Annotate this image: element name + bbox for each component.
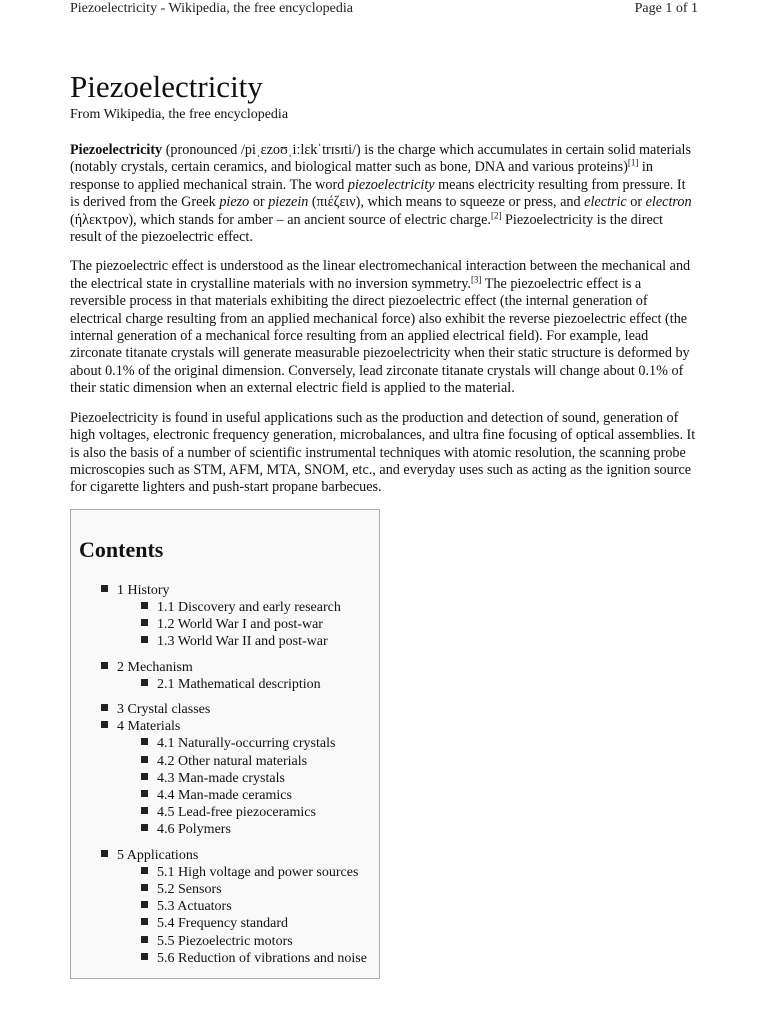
bullet-icon	[141, 756, 148, 763]
toc-sublink[interactable]: 4.5 Lead-free piezoceramics	[157, 805, 316, 821]
toc-item	[79, 582, 371, 651]
toc-sublink[interactable]: 4.1 Naturally-occurring crystals	[157, 736, 336, 752]
toc-subitem	[141, 633, 371, 650]
bullet-icon	[141, 824, 148, 831]
bullet-icon	[141, 884, 148, 891]
intro-paragraph-3: Piezoelectricity is found in useful applications such as the production and detection of sound, generation of high voltages, electronic frequency generation, microbalances, and ultra fine focusing of optical assemblies. It is also the basis of a number of scientific instrumental techniques with atomic resolution, the scanning probe microscopies such as STM, AFM, MTA, SNOM, etc., and everyday uses such as acting as the ignition source for cigarette lighters and push-start propane barbecues.	[70, 409, 696, 496]
toc-subitem	[141, 787, 371, 804]
toc-sublink[interactable]: 1.2 World War I and post-war	[157, 617, 323, 633]
toc-sublink[interactable]: 2.1 Mathematical description	[157, 676, 321, 692]
bullet-icon	[101, 662, 108, 669]
toc-sublist	[101, 864, 371, 967]
toc-subitem	[141, 864, 371, 881]
bullet-icon	[141, 790, 148, 797]
toc-sublink[interactable]: 5.4 Frequency standard	[157, 916, 289, 932]
toc-sublink[interactable]: 4.3 Man-made crystals	[157, 770, 285, 786]
toc-subitem	[141, 753, 371, 770]
term-bold: Piezoelectricity	[70, 142, 163, 158]
article-body	[70, 68, 698, 979]
toc-sublink[interactable]: 5.1 High voltage and power sources	[157, 864, 359, 880]
bullet-icon	[141, 953, 148, 960]
toc-link[interactable]: 1 History	[117, 582, 170, 598]
toc-subitem	[141, 950, 371, 967]
bullet-icon	[141, 901, 148, 908]
toc-sublink[interactable]: 4.6 Polymers	[157, 822, 231, 838]
toc-link[interactable]: 4 Materials	[117, 719, 181, 735]
toc-subitem	[141, 616, 371, 633]
toc-sublink[interactable]: 4.4 Man-made ceramics	[157, 787, 292, 803]
toc-list	[79, 582, 371, 967]
toc-sublink[interactable]: 1.1 Discovery and early research	[157, 599, 341, 615]
toc-subitem	[141, 804, 371, 821]
intro-paragraph-1: Piezoelectricity (pronounced /piˌɛzoʊˌiːlɛkˈtrɪsɪti/) is the charge which accumulates in certain solid materials (notably crystals, certain ceramics, and biological matter such as bone, DNA and various proteins)[1] in response to applied mechanical strain. The word piezoelectricity means electricity resulting from pressure. It is derived from the Greek piezo or piezein (πιέζειν), which means to squeeze or press, and electric or electron (ήλεκτρον), which stands for amber – an ancient source of electric charge.[2] Piezoelectricity is the direct result of the piezoelectric effect.	[70, 142, 692, 246]
toc-subitem	[141, 821, 371, 838]
toc-subitem	[141, 770, 371, 787]
intro-paragraph-2: The piezoelectric effect is understood as the linear electromechanical interaction between the mechanical and the electrical state in crystalline materials with no inversion symmetry.[3] The piezoelectric effect is a reversible process in that materials exhibiting the direct piezoelectric effect (the internal generation of electrical charge resulting from an applied mechanical force) also exhibit the reverse piezoelectric effect (the internal generation of a mechanical force resulting from an applied electrical field). For example, lead zirconate titanate crystals will generate measurable piezoelectricity when their static structure is deformed by about 0.1% of the original dimension. Conversely, lead zirconate titanate crystals will change about 0.1% of their static dimension when an external electric field is applied to the material.	[70, 258, 691, 397]
toc-subitem	[141, 676, 371, 693]
toc-sublist	[101, 676, 371, 693]
toc-item	[79, 701, 371, 718]
citation-1[interactable]: [1]	[627, 157, 639, 168]
toc-subitem	[141, 735, 371, 752]
toc-sublist	[101, 735, 371, 838]
toc-item	[79, 718, 371, 838]
toc-sublink[interactable]: 4.2 Other natural materials	[157, 753, 308, 769]
bullet-icon	[141, 738, 148, 745]
bullet-icon	[141, 636, 148, 643]
print-header	[0, 0, 768, 20]
toc-title: Contents	[79, 536, 164, 562]
bullet-icon	[141, 807, 148, 814]
bullet-icon	[101, 850, 108, 857]
bullet-icon	[101, 585, 108, 592]
toc-item	[79, 659, 371, 693]
citation-3[interactable]: [3]	[470, 274, 482, 285]
header-page-number: Page 1 of 1	[634, 1, 698, 16]
toc-link[interactable]: 2 Mechanism	[117, 659, 193, 675]
bullet-icon	[101, 721, 108, 728]
toc-subitem	[141, 915, 371, 932]
citation-2[interactable]: [2]	[490, 209, 502, 220]
page-title: Piezoelectricity	[70, 69, 263, 104]
toc-sublink[interactable]: 1.3 World War II and post-war	[157, 634, 328, 650]
toc-link[interactable]: 3 Crystal classes	[117, 701, 211, 717]
toc-subitem	[141, 933, 371, 950]
bullet-icon	[141, 918, 148, 925]
bullet-icon	[141, 773, 148, 780]
bullet-icon	[141, 679, 148, 686]
toc-subitem	[141, 898, 371, 915]
bullet-icon	[141, 867, 148, 874]
bullet-icon	[141, 936, 148, 943]
toc-link[interactable]: 5 Applications	[117, 847, 199, 863]
toc-subitem	[141, 599, 371, 616]
header-title: Piezoelectricity - Wikipedia, the free encyclopedia	[70, 1, 353, 16]
toc-sublink[interactable]: 5.3 Actuators	[157, 899, 232, 915]
table-of-contents	[70, 509, 380, 979]
toc-sublink[interactable]: 5.5 Piezoelectric motors	[157, 933, 293, 949]
toc-sublink[interactable]: 5.2 Sensors	[157, 881, 222, 897]
toc-sublink[interactable]: 5.6 Reduction of vibrations and noise	[157, 950, 367, 966]
toc-sublist	[101, 599, 371, 651]
page-subtitle: From Wikipedia, the free encyclopedia	[70, 107, 289, 122]
bullet-icon	[101, 704, 108, 711]
toc-subitem	[141, 881, 371, 898]
bullet-icon	[141, 619, 148, 626]
toc-item	[79, 847, 371, 967]
bullet-icon	[141, 602, 148, 609]
